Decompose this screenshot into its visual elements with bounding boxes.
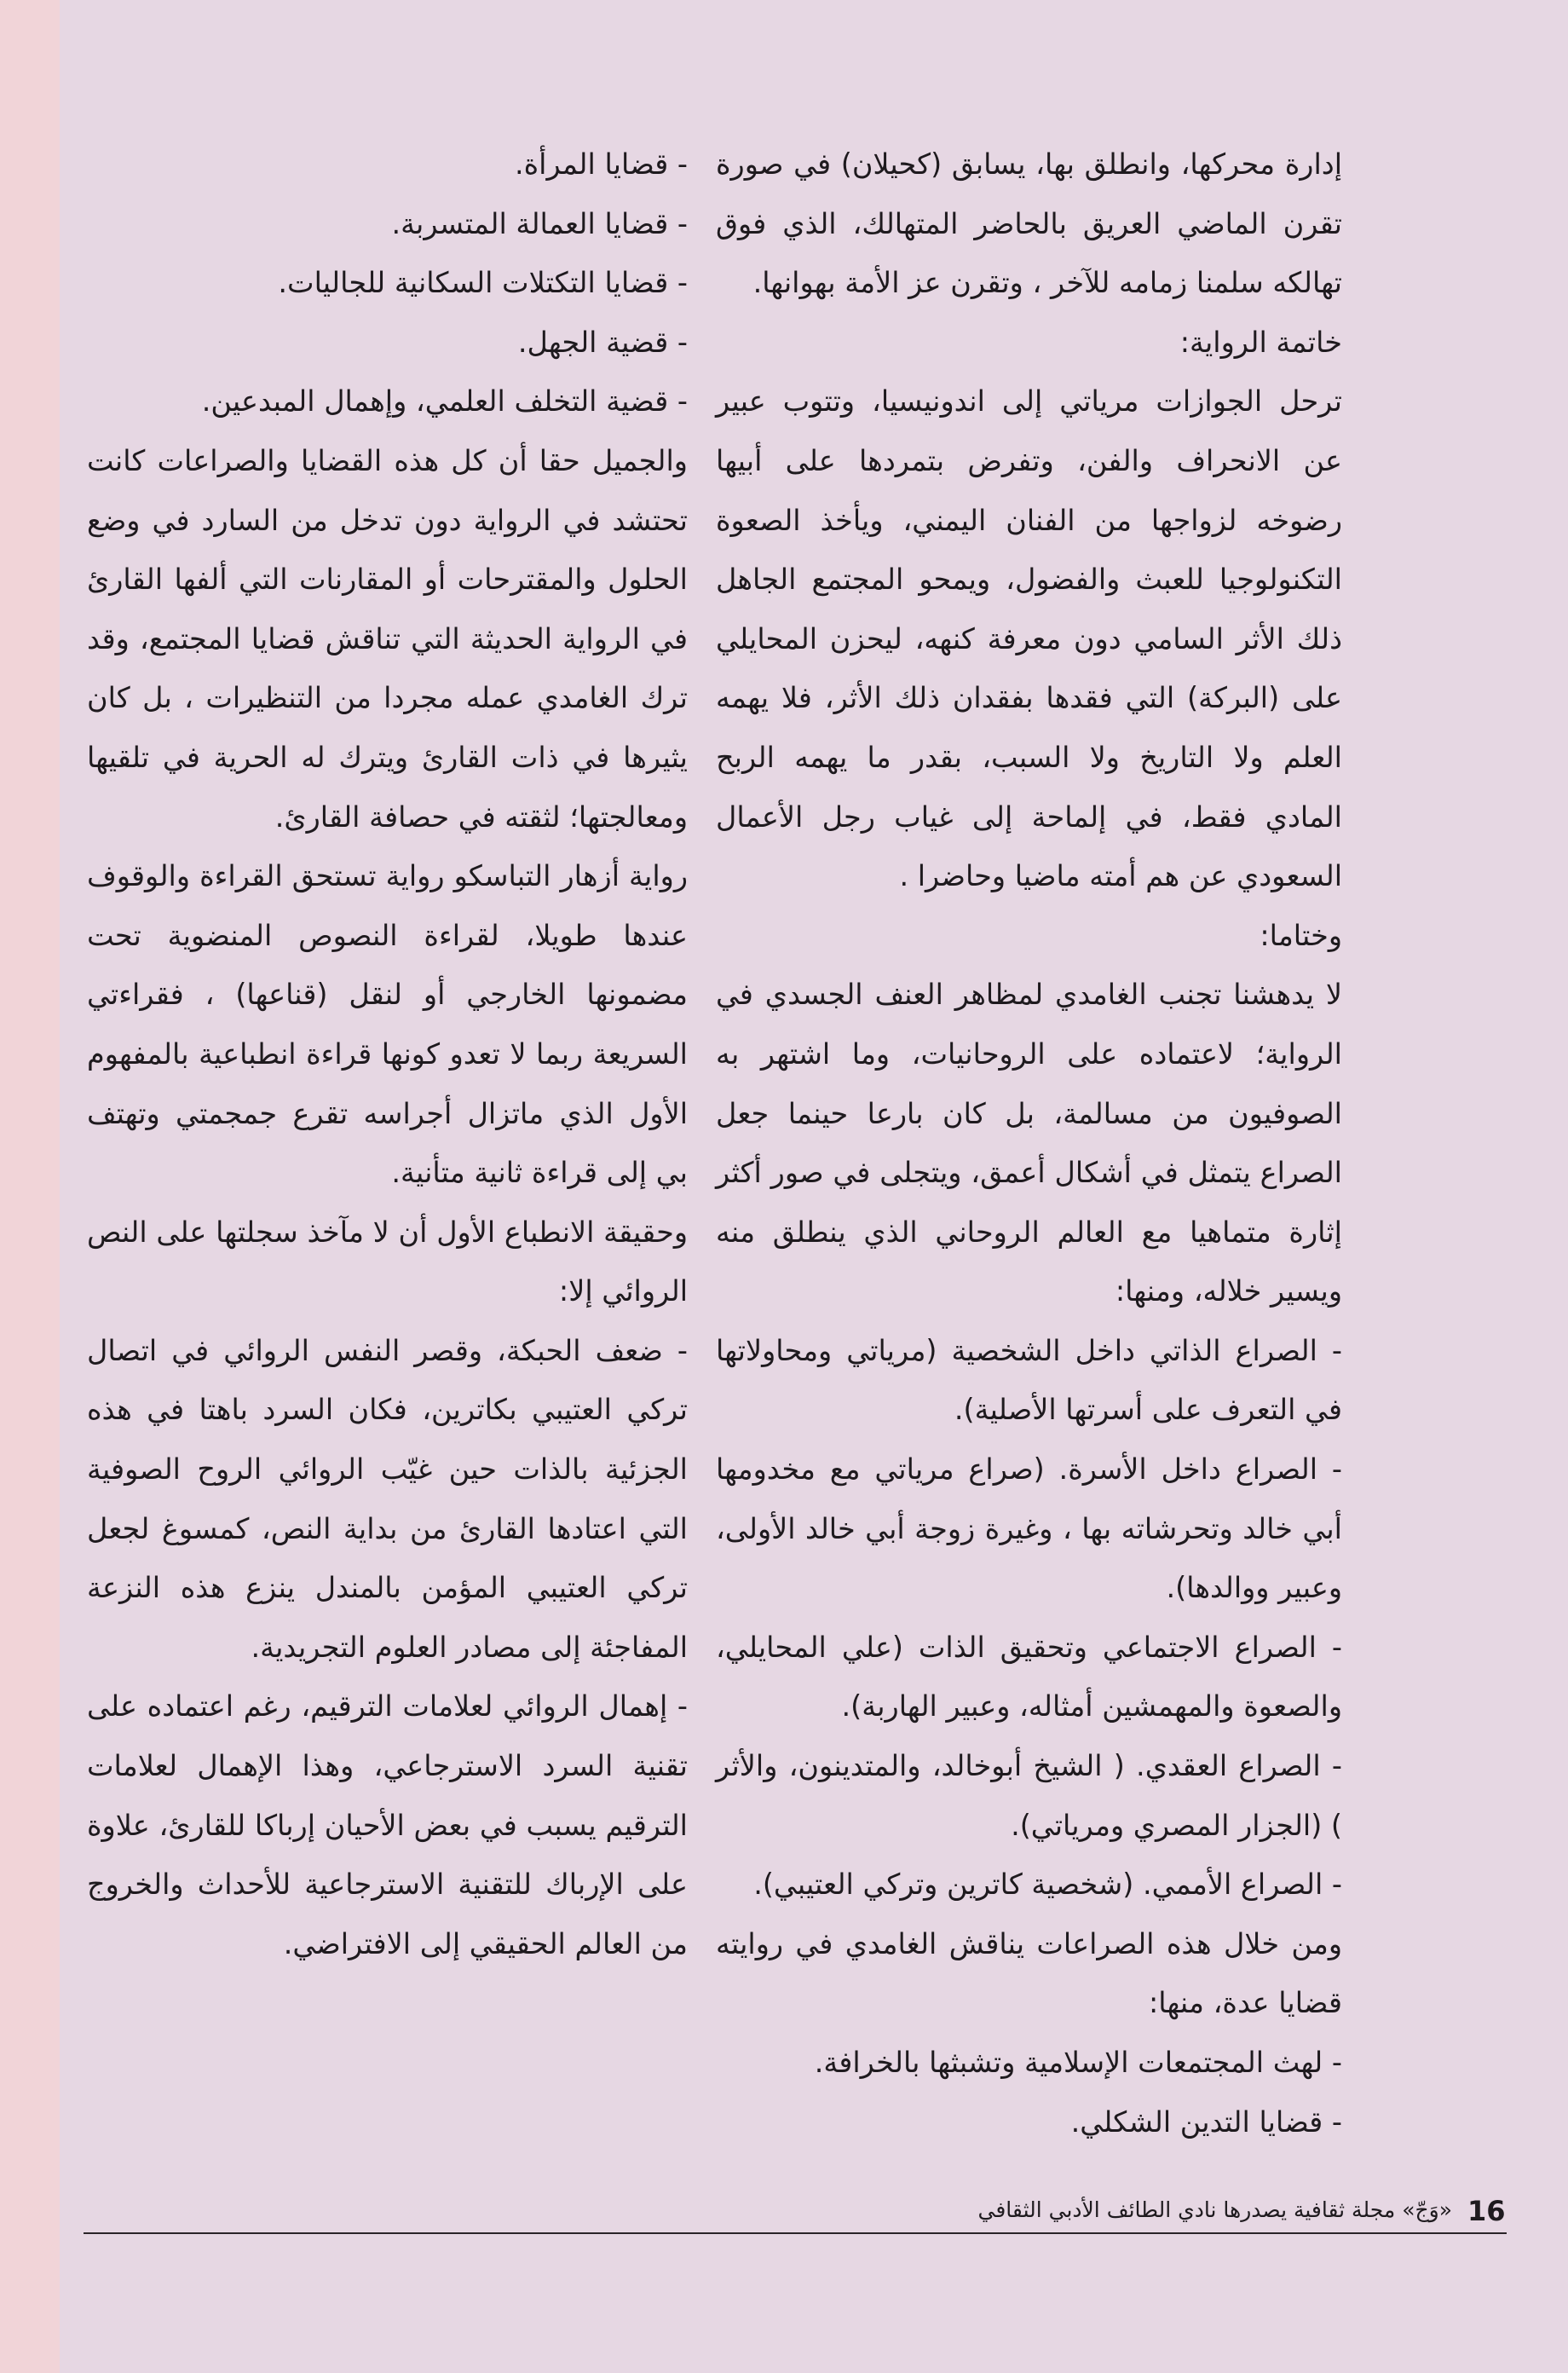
text-column-left: [87, 135, 688, 1973]
list-item: - الصراع العقدي. ( الشيخ أبوخالد، والمتدينون، والأثر ) (الجزار المصري ومرياتي).: [716, 1749, 1342, 1842]
list-item: - لهث المجتمعات الإسلامية وتشبثها بالخرافة.: [814, 2046, 1342, 2079]
magazine-footer-line: «وَجّ» مجلة ثقافية يصدرها نادي الطائف الأدبي الثقافي: [977, 2197, 1452, 2222]
paragraph: لا يدهشنا تجنب الغامدي لمظاهر العنف الجسدي في الرواية؛ لاعتماده على الروحانيات، وما اشتهر به الصوفيون من مسالمة، بل كان بارعا حينما جعل الصراع يتمثل في أشكال أعمق، ويتجلى في صور أكثر إثارة متماهيا مع العالم الروحاني الذي ينطلق منه ويسير خلاله، ومنها:: [716, 978, 1342, 1308]
list-item: - قضية الجهل.: [517, 325, 688, 359]
list-item: - ضعف الحبكة، وقصر النفس الروائي في اتصال تركي العتيبي بكاترين، فكان السرد باهتا في هذه الجزئية بالذات حين غيّب الروائي الروح الصوفية التي اعتادها القارئ من بداية النص، كمسوغ لجعل تركي العتيبي المؤمن بالمندل ينزع هذه النزعة المفاجئة إلى مصادر العلوم التجريدية.: [87, 1333, 688, 1664]
text-column-right: [716, 135, 1342, 2151]
list-item: - الصراع داخل الأسرة. (صراع مرياتي مع مخدومها أبي خالد وتحرشاته بها ، وغيرة زوجة أبي خالد الأولى، وعبير ووالدها).: [716, 1452, 1342, 1605]
paragraph: إدارة محركها، وانطلق بها، يسابق (كحيلان) في صورة تقرن الماضي العريق بالحاضر المتهالك، الذي فوق تهالكه سلمنا زمامه للآخر ، وتقرن عز الأمة بهوانها.: [716, 147, 1342, 300]
list-item: - قضايا العمالة المتسربة.: [391, 206, 688, 240]
paragraph: ترحل الجوازات مرياتي إلى اندونيسيا، وتتوب عبير عن الانحراف والفن، وتفرض بتمردها على أبيها رضوخه لزواجها من الفنان اليمني، ويأخذ الصعوة التكنولوجيا للعبث والفضول، ويمحو المجتمع الجاهل ذلك الأثر السامي دون معرفة كنهه، ليحزن المحايلي على (البركة) التي فقدها بفقدان ذلك الأثر، فلا يهمه العلم ولا التاريخ ولا السبب، بقدر ما يهمه الربح المادي فقط، في إلماحة إلى غياب رجل الأعمال السعودي عن هم أمته ماضيا وحاضرا .: [716, 384, 1342, 893]
paragraph: والجميل حقا أن كل هذه القضايا والصراعات كانت تحتشد في الرواية دون تدخل من السارد في وضع الحلول والمقترحات أو المقارنات التي ألفها القارئ في الرواية الحديثة التي تناقش قضايا المجتمع، وقد ترك الغامدي عمله مجردا من التنظيرات ، بل كان يثيرها في ذات القارئ ويترك له الحرية في تلقيها ومعالجتها؛ لثقته في حصافة القارئ.: [87, 443, 688, 834]
list-item: - قضايا المرأة.: [514, 147, 688, 181]
list-item: - الصراع الذاتي داخل الشخصية (مرياتي ومحاولاتها في التعرف على أسرتها الأصلية).: [716, 1333, 1342, 1427]
list-item: - الصراع الاجتماعي وتحقيق الذات (علي المحايلي، والصعوة والمهمشين أمثاله، وعبير الهاربة).: [716, 1630, 1342, 1723]
section-heading: وختاما:: [1260, 918, 1342, 952]
page-number: 16: [1467, 2195, 1506, 2227]
paragraph: ومن خلال هذه الصراعات يناقش الغامدي في روايته قضايا عدة، منها:: [716, 1926, 1342, 2020]
section-heading: خاتمة الرواية:: [1179, 325, 1342, 359]
paragraph: رواية أزهار التباسكو رواية تستحق القراءة والوقوف عندها طويلا، لقراءة النصوص المنضوية تحت مضمونها الخارجي أو لنقل (قناعها) ، فقراءتي السريعة ربما لا تعدو كونها قراءة انطباعية بالمفهوم الأول الذي ماتزال أجراسه تقرع جمجمتي وتهتف بي إلى قراءة ثانية متأنية.: [87, 859, 688, 1190]
list-item: - الصراع الأممي. (شخصية كاترين وتركي العتيبي).: [753, 1868, 1342, 1902]
list-item: - قضايا التكتلات السكانية للجاليات.: [278, 266, 688, 300]
footer-divider: [84, 2232, 1507, 2234]
list-item: - قضية التخلف العلمي، وإهمال المبدعين.: [201, 384, 688, 419]
page-spine-edge: [0, 0, 60, 2373]
paragraph: وحقيقة الانطباع الأول أن لا مآخذ سجلتها على النص الروائي إلا:: [87, 1215, 688, 1308]
list-item: - قضايا التدين الشكلي.: [1070, 2105, 1342, 2139]
list-item: - إهمال الروائي لعلامات الترقيم، رغم اعتماده على تقنية السرد الاسترجاعي، وهذا الإهمال لعلامات الترقيم يسبب في بعض الأحيان إرباكا للقارئ، علاوة على الإرباك للتقنية الاسترجاعية للأحداث والخروج من العالم الحقيقي إلى الافتراضي.: [87, 1689, 688, 1960]
